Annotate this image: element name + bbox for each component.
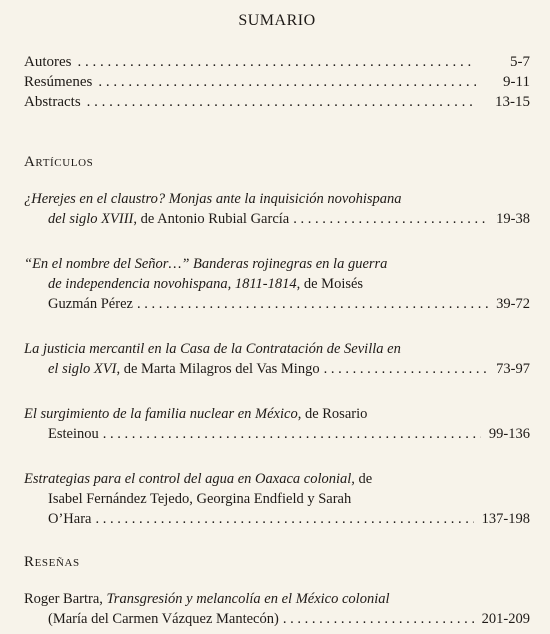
article-title-cont: de independencia novohispana, 1811-1814 [48, 276, 297, 292]
dot-leader [98, 74, 476, 91]
dot-leader [87, 94, 476, 111]
review-book-title: Transgresión y melancolía en el México colonial [106, 591, 390, 607]
article-pages: 137-198 [481, 511, 530, 527]
article-title: La justicia mercantil en la Casa de la Contratación de Sevilla en [24, 341, 401, 357]
front-matter-list [24, 54, 530, 114]
front-matter-item[interactable] [24, 94, 530, 114]
entry-pages: 9-11 [503, 74, 530, 90]
article-title: El surgimiento de la familia nuclear en México [24, 406, 298, 422]
article-author-cont: Guzmán Pérez [48, 296, 133, 312]
entry-label: Resúmenes [24, 74, 93, 90]
article-pages: 39-72 [496, 296, 530, 312]
entry-pages: 5-7 [510, 54, 530, 70]
front-matter-item[interactable] [24, 74, 530, 94]
article-title: “En el nombre del Señor…” Banderas rojinegras en la guerra [24, 256, 388, 272]
article-title: ¿Herejes en el claustro? Monjas ante la inquisición novohispana [24, 191, 402, 207]
review-book-author: Roger Bartra [24, 591, 100, 607]
review-entry[interactable] [24, 589, 530, 629]
dot-leader [293, 209, 488, 229]
entry-label: Autores [24, 54, 72, 70]
article-author: , de [351, 471, 373, 487]
dot-leader [324, 359, 489, 379]
article-author: , de Moisés [296, 276, 364, 292]
article-pages: 73-97 [496, 361, 530, 377]
dot-leader [283, 609, 474, 629]
article-entry[interactable] [24, 404, 530, 444]
page-title: SUMARIO [238, 12, 316, 29]
front-matter-item[interactable] [24, 54, 530, 74]
article-entry[interactable] [24, 254, 530, 314]
article-entry[interactable] [24, 189, 530, 229]
section-heading-resenas: Reseñas [24, 554, 80, 570]
article-entry[interactable] [24, 469, 530, 529]
article-author-cont: Esteinou [48, 426, 99, 442]
article-title-cont: del siglo XVIII [48, 211, 134, 227]
article-author: , de Antonio Rubial García [133, 211, 290, 227]
review-pages: 201-209 [481, 611, 530, 627]
dot-leader [103, 424, 481, 444]
article-author-cont: Isabel Fernández Tejedo, Georgina Endfield y Sarah [48, 491, 352, 507]
article-entry[interactable] [24, 339, 530, 379]
article-pages: 99-136 [488, 426, 530, 442]
dot-leader [78, 54, 477, 71]
dot-leader [95, 509, 473, 529]
article-title-cont: el siglo XVI [48, 361, 117, 377]
review-separator: , [99, 591, 107, 607]
article-author-cont: O’Hara [48, 511, 92, 527]
article-title: Estrategias para el control del agua en Oaxaca colonial [24, 471, 352, 487]
article-author: , de Marta Milagros del Vas Mingo [116, 361, 320, 377]
entry-pages: 13-15 [495, 94, 530, 110]
dot-leader [137, 294, 488, 314]
article-author: , de Rosario [297, 406, 368, 422]
entry-label: Abstracts [24, 94, 81, 110]
review-reviewer: (María del Carmen Vázquez Mantecón) [48, 611, 279, 627]
section-heading-articulos: Artículos [24, 154, 94, 170]
article-pages: 19-38 [496, 211, 530, 227]
